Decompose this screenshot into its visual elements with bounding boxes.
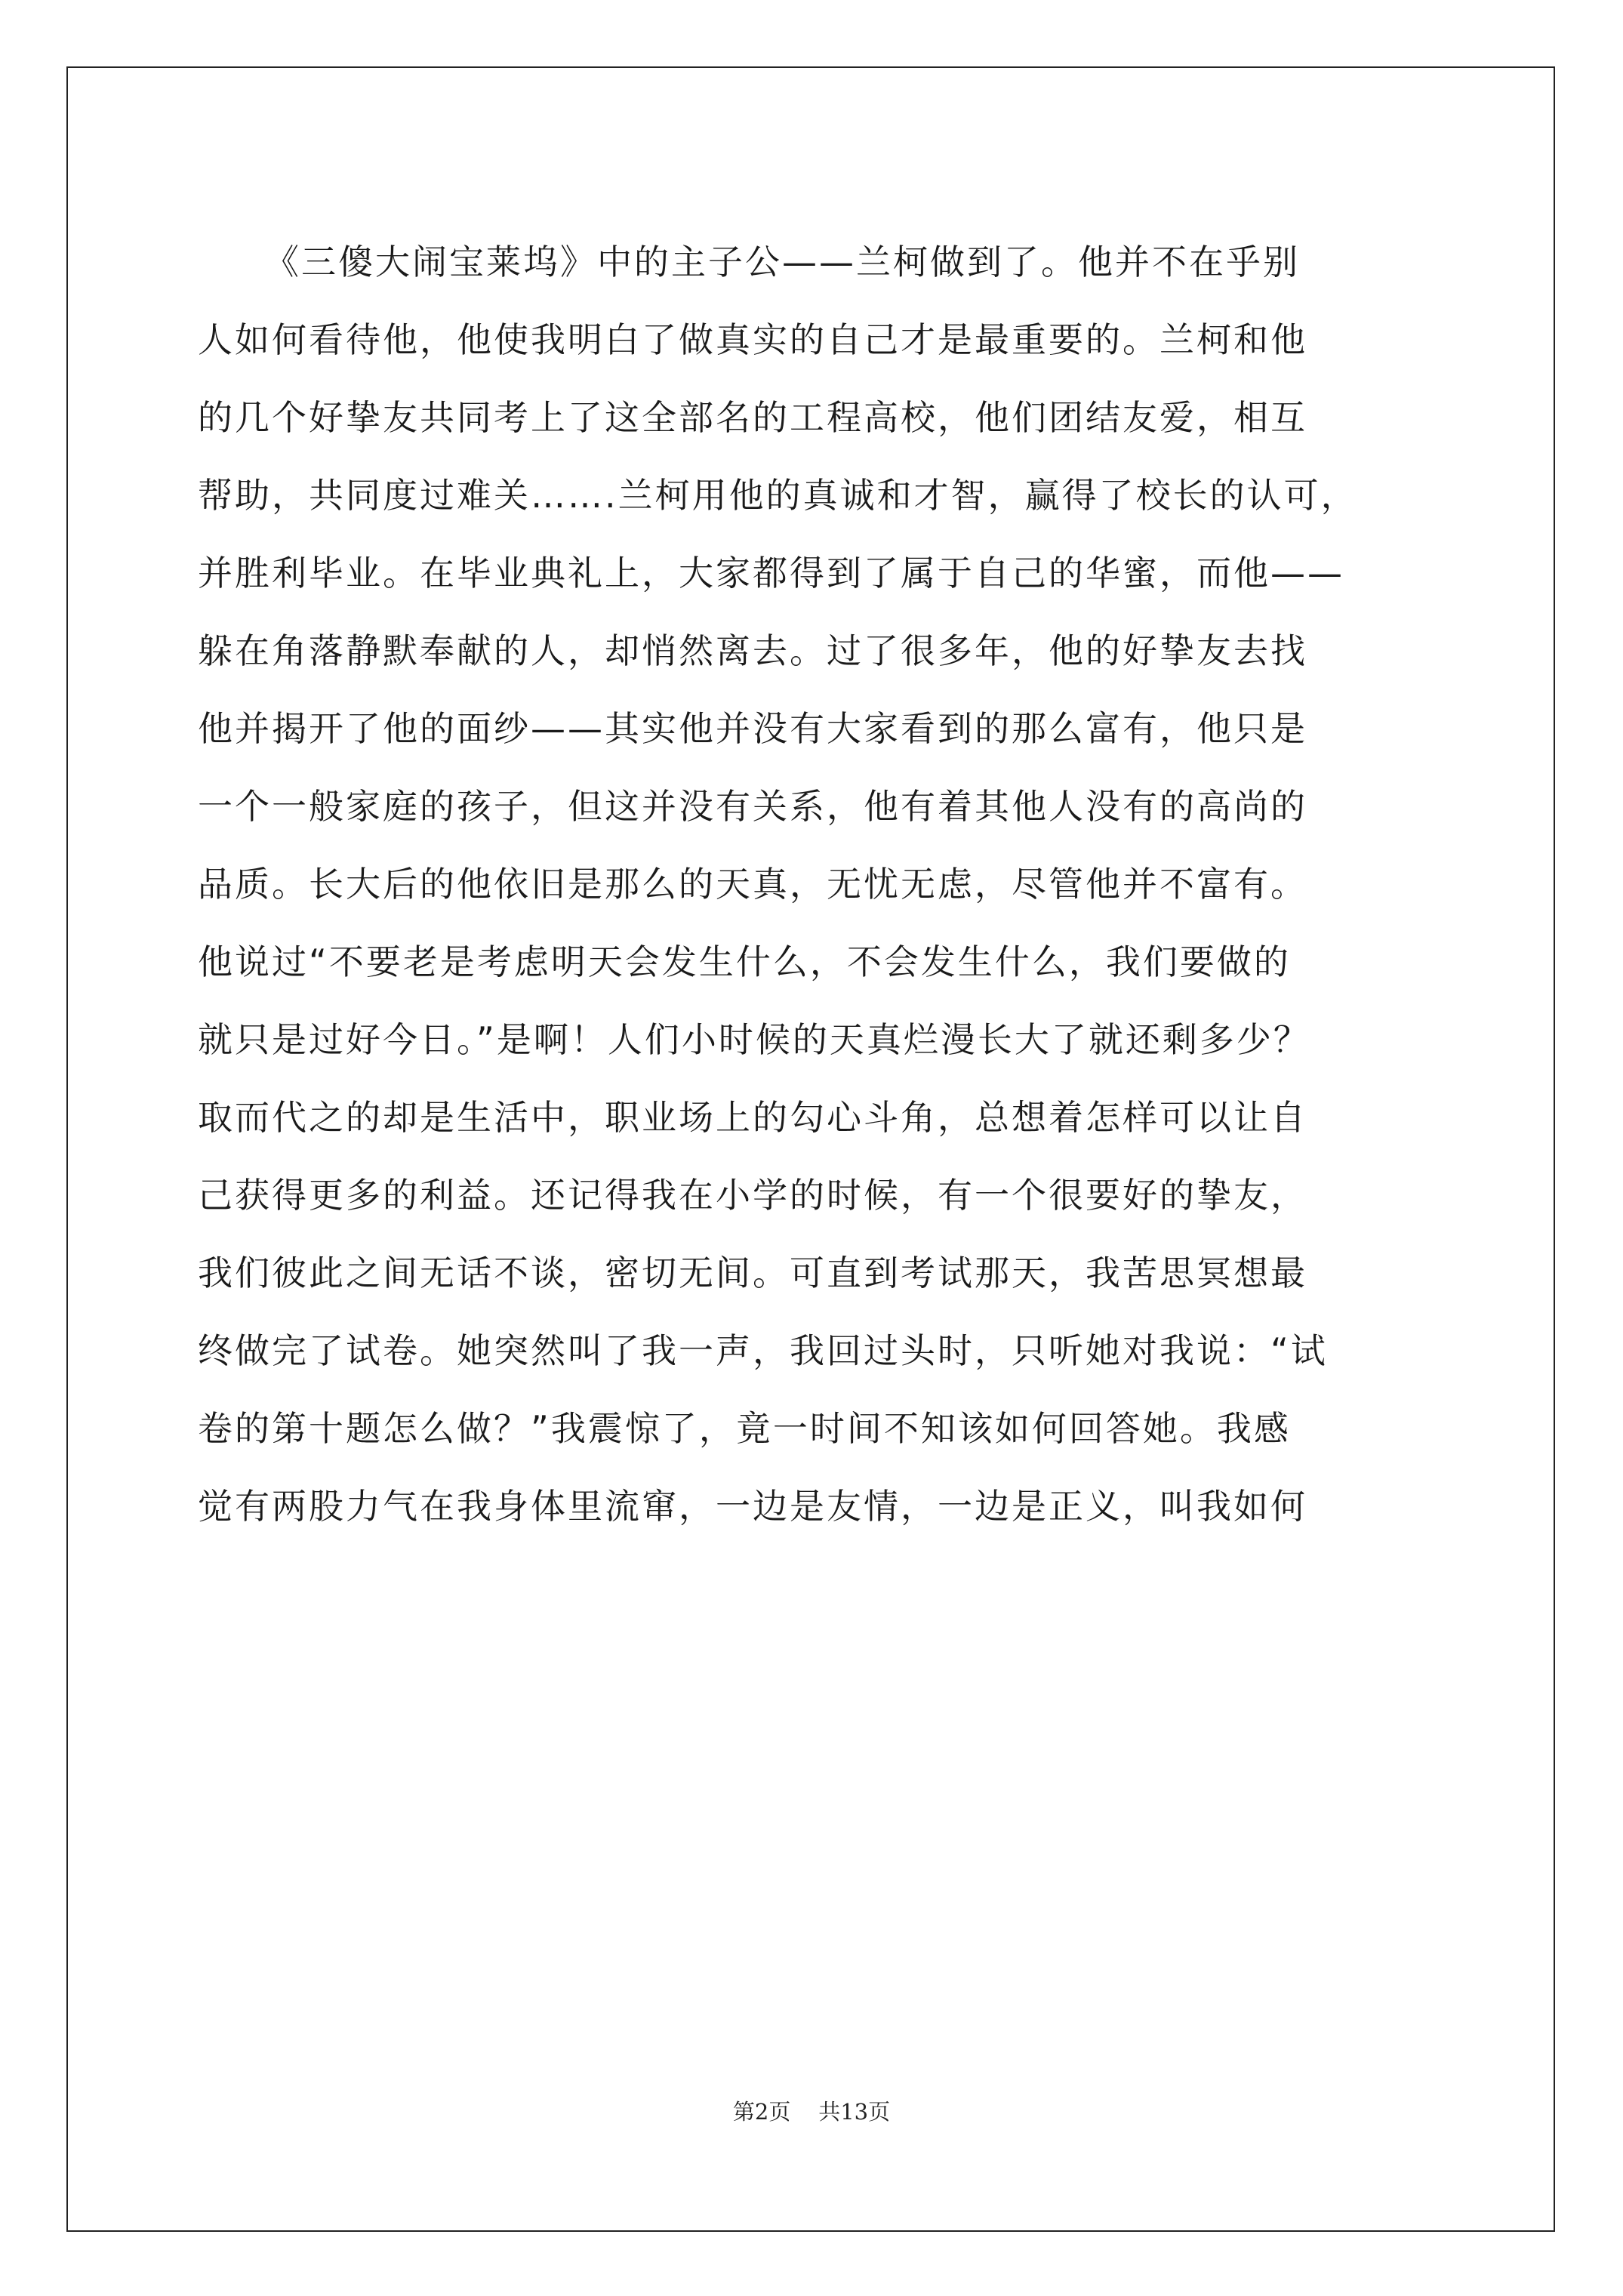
text-line: 的几个好挚友共同考上了这全部名的工程高校，他们团结友爱，相互: [198, 397, 1307, 438]
text-line: 终做完了试卷。她突然叫了我一声，我回过头时，只听她对我说：“试: [198, 1330, 1328, 1371]
text-line: 他并揭开了他的面纱——其实他并没有大家看到的那么富有，他只是: [198, 708, 1307, 749]
text-line: 他说过“不要老是考虑明天会发生什么，不会发生什么，我们要做的: [198, 942, 1291, 982]
text-line: 品质。长大后的他依旧是那么的天真，无忧无虑，尽管他并不富有。: [198, 864, 1307, 905]
text-line: 卷的第十题怎么做？”我震惊了，竟一时间不知该如何回答她。我感: [198, 1408, 1291, 1449]
text-line: 帮助，共同度过难关…….兰柯用他的真诚和才智，赢得了校长的认可，: [198, 475, 1358, 516]
text-line: 己获得更多的利益。还记得我在小学的时候，有一个很要好的挚友，: [198, 1175, 1307, 1216]
text-line: 人如何看待他，他使我明白了做真实的自己才是最重要的。兰柯和他: [198, 319, 1307, 360]
text-line: 《三傻大闹宝莱坞》中的主子公——兰柯做到了。他并不在乎别: [264, 242, 1300, 282]
text-line: 觉有两股力气在我身体里流窜，一边是友情，一边是正义，叫我如何: [198, 1486, 1307, 1527]
text-line: 取而代之的却是生活中，职业场上的勾心斗角，总想着怎样可以让自: [198, 1097, 1307, 1138]
text-line: 并胜利毕业。在毕业典礼上，大家都得到了属于自己的华蜜，而他——: [198, 553, 1344, 593]
text-line: 一个一般家庭的孩子，但这并没有关系，他有着其他人没有的高尚的: [198, 786, 1307, 827]
page-number-footer: 第2页 共13页: [732, 2099, 891, 2125]
document-body: [198, 223, 1443, 1546]
text-line: 躲在角落静默奉献的人，却悄然离去。过了很多年，他的好挚友去找: [198, 630, 1307, 671]
text-line: 就只是过好今日。”是啊！人们小时候的天真烂漫长大了就还剩多少？: [198, 1019, 1310, 1060]
text-line: 我们彼此之间无话不谈，密切无间。可直到考试那天，我苦思冥想最: [198, 1253, 1307, 1293]
